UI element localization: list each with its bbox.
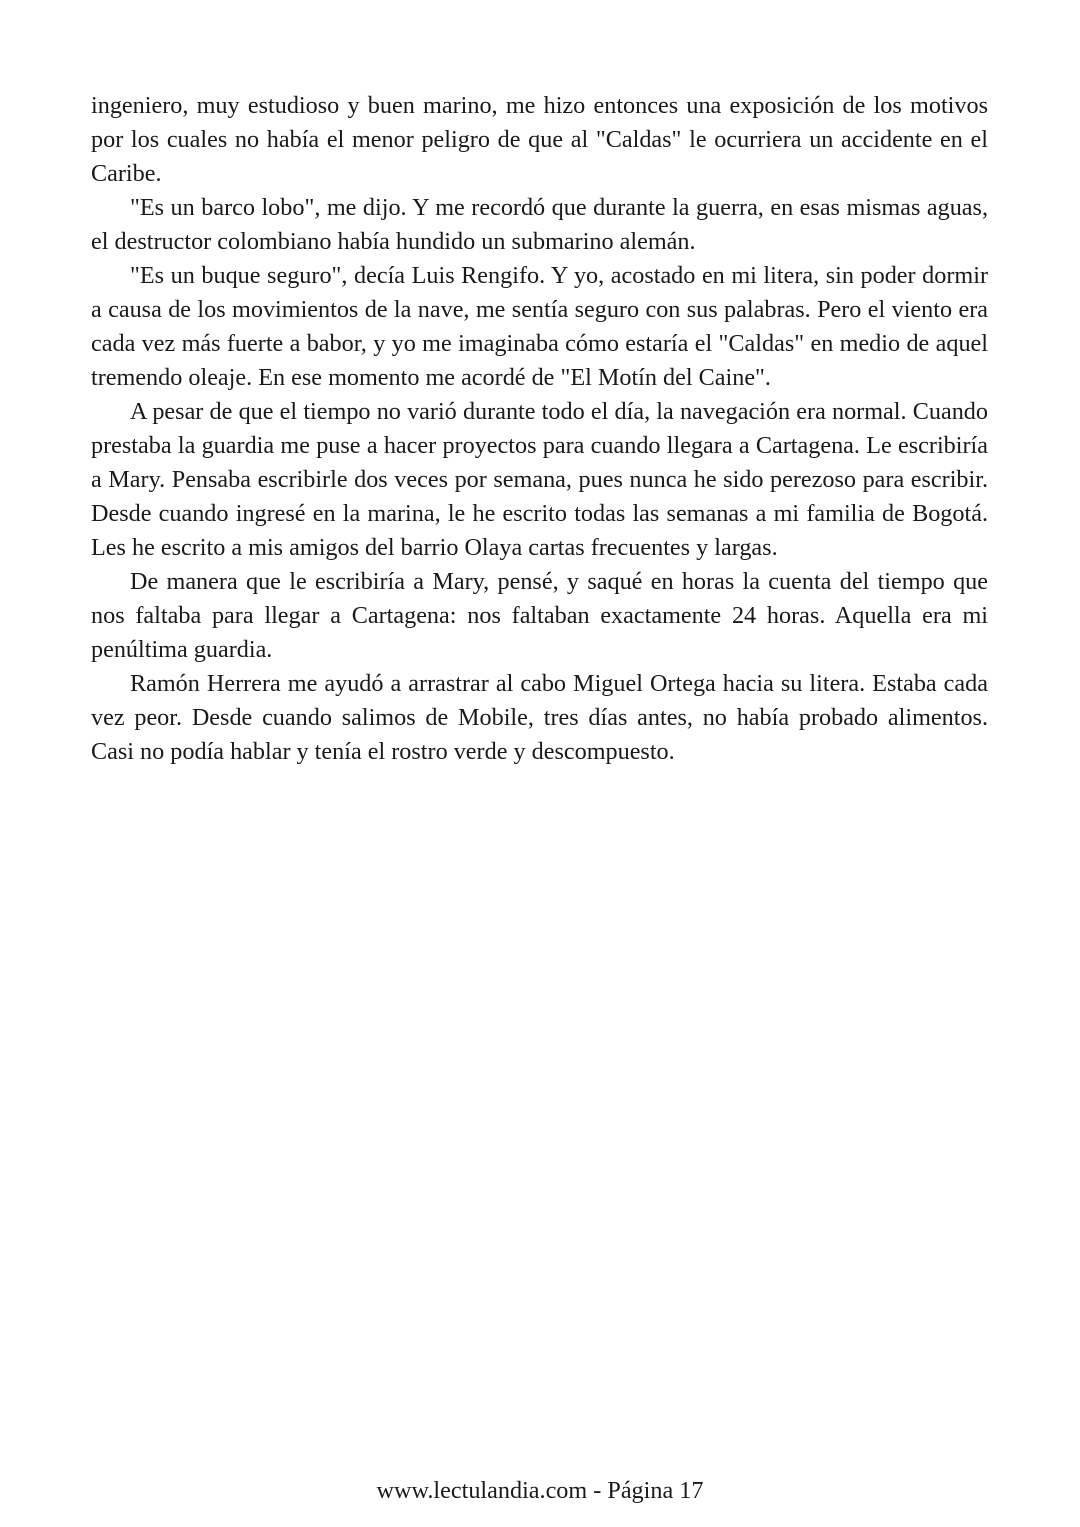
- paragraph: "Es un buque seguro", decía Luis Rengifo. Y yo, acostado en mi litera, sin poder dormir a causa de los movimientos de la nave, me sentía seguro con sus palabras. Pero el viento era cada vez más fuerte a babor, y yo me imaginaba cómo estaría el "Caldas" en medio de aquel tremendo oleaje. En ese momento me acordé de "El Motín del Caine".: [91, 262, 988, 391]
- page-footer: www.lectulandia.com - Página 17: [376, 1477, 704, 1504]
- paragraph: ingeniero, muy estudioso y buen marino, me hizo entonces una exposición de los motivos por los cuales no había el menor peligro de que al "Caldas" le ocurriera un accidente en el Caribe.: [91, 92, 988, 187]
- paragraph: "Es un barco lobo", me dijo. Y me recordó que durante la guerra, en esas mismas aguas, el destructor colombiano había hundido un submarino alemán.: [91, 194, 988, 255]
- page-body-text: [91, 89, 988, 769]
- paragraph: De manera que le escribiría a Mary, pensé, y saqué en horas la cuenta del tiempo que nos faltaba para llegar a Cartagena: nos faltaban exactamente 24 horas. Aquella era mi penúltima guardia.: [91, 568, 988, 663]
- paragraph: A pesar de que el tiempo no varió durante todo el día, la navegación era normal. Cuando prestaba la guardia me puse a hacer proyectos para cuando llegara a Cartagena. Le escribiría a Mary. Pensaba escribirle dos veces por semana, pues nunca he sido perezoso para escribir. Desde cuando ingresé en la marina, le he escrito todas las semanas a mi familia de Bogotá. Les he escrito a mis amigos del barrio Olaya cartas frecuentes y largas.: [91, 398, 988, 561]
- paragraph: Ramón Herrera me ayudó a arrastrar al cabo Miguel Ortega hacia su litera. Estaba cada vez peor. Desde cuando salimos de Mobile, tres días antes, no había probado alimentos. Casi no podía hablar y tenía el rostro verde y descompuesto.: [91, 670, 988, 765]
